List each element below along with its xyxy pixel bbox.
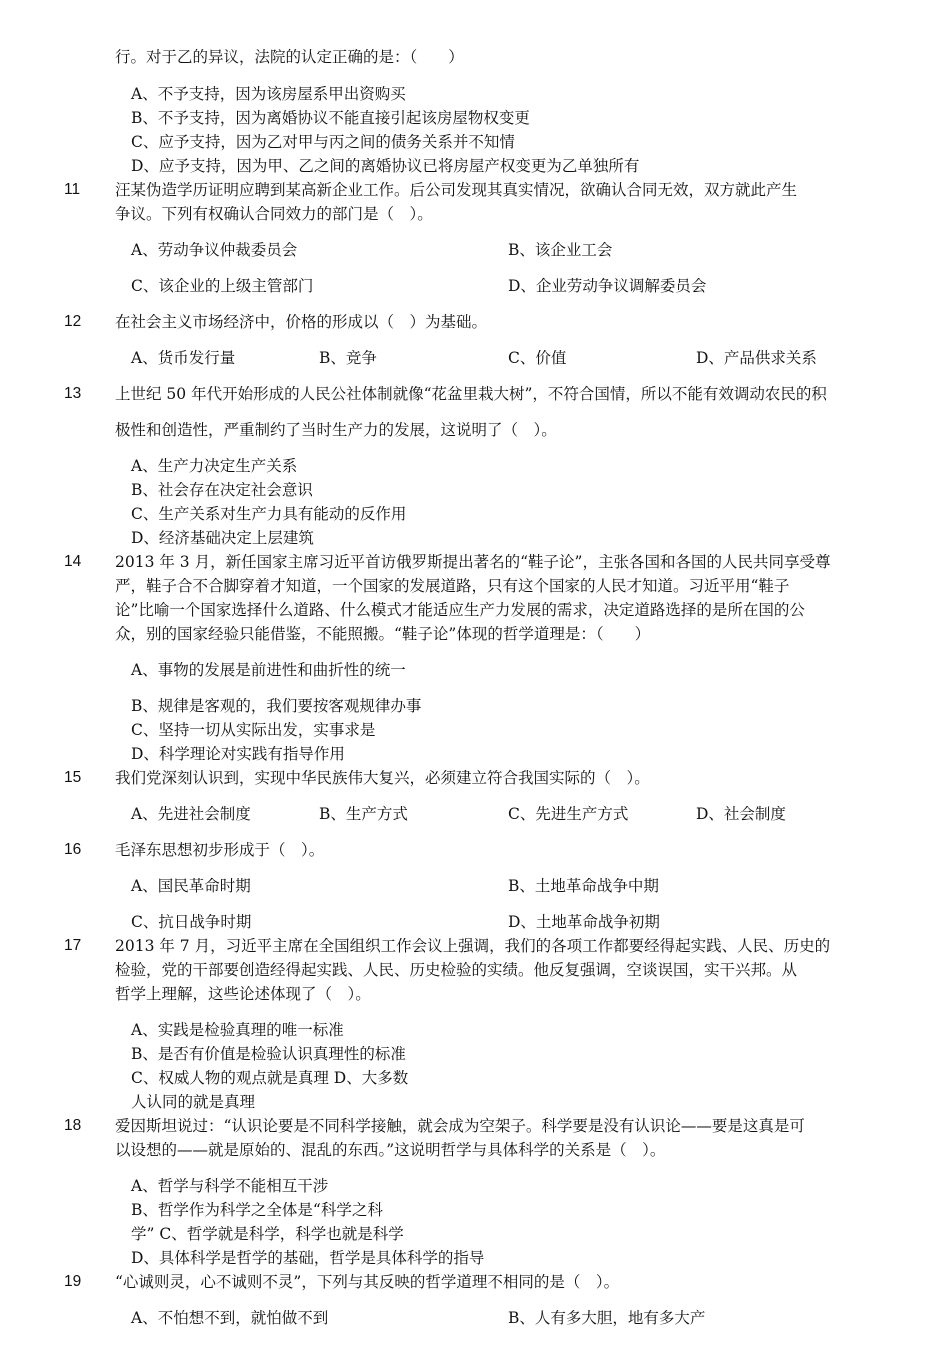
question-13-option-a[interactable]: A、生产力决定生产关系 bbox=[131, 457, 298, 475]
question-15-option-d[interactable]: D、社会制度 bbox=[696, 805, 786, 823]
question-18-option-a[interactable]: A、哲学与科学不能相互干涉 bbox=[131, 1177, 329, 1195]
question-13-stem-line-1: 上世纪 50 年代开始形成的人民公社体制就像“花盆里栽大树”，不符合国情，所以不能有效调动农民的积 bbox=[115, 385, 827, 403]
question-16-option-a[interactable]: A、国民革命时期 bbox=[131, 877, 251, 895]
question-17-stem-line-3: 哲学上理解，这些论述体现了（ ）。 bbox=[115, 985, 371, 1003]
question-17-option-d-continued[interactable]: 人认同的就是真理 bbox=[131, 1093, 256, 1111]
question-17-option-b[interactable]: B、是否有价值是检验认识真理性的标准 bbox=[131, 1045, 406, 1063]
question-12-stem: 在社会主义市场经济中，价格的形成以（ ）为基础。 bbox=[115, 313, 488, 331]
question-14-stem-line-1: 2013 年 3 月，新任国家主席习近平首访俄罗斯提出著名的“鞋子论”，主张各国和各国的人民共同享受尊 bbox=[115, 553, 831, 571]
question-11-option-b[interactable]: B、该企业工会 bbox=[508, 241, 613, 259]
question-13-stem-line-2: 极性和创造性，严重制约了当时生产力的发展，这说明了（ ）。 bbox=[115, 421, 557, 439]
question-19-number: 19 bbox=[64, 1273, 82, 1290]
question-10-option-c[interactable]: C、应予支持，因为乙对甲与丙之间的债务关系并不知情 bbox=[131, 133, 515, 151]
question-12-option-c[interactable]: C、价值 bbox=[508, 349, 567, 367]
question-18-option-d[interactable]: D、具体科学是哲学的基础，哲学是具体科学的指导 bbox=[131, 1249, 485, 1267]
question-11-number: 11 bbox=[64, 181, 81, 198]
question-15-option-a[interactable]: A、先进社会制度 bbox=[131, 805, 251, 823]
question-16-option-c[interactable]: C、抗日战争时期 bbox=[131, 913, 252, 931]
question-14-option-b[interactable]: B、规律是客观的，我们要按客观规律办事 bbox=[131, 697, 422, 715]
question-12-option-b[interactable]: B、竞争 bbox=[319, 349, 377, 367]
question-16-number: 16 bbox=[64, 841, 82, 858]
question-19-option-a[interactable]: A、不怕想不到，就怕做不到 bbox=[131, 1309, 329, 1327]
question-13-option-c[interactable]: C、生产关系对生产力具有能动的反作用 bbox=[131, 505, 407, 523]
question-15-number: 15 bbox=[64, 769, 82, 786]
question-17-number: 17 bbox=[64, 937, 82, 954]
question-11-option-d[interactable]: D、企业劳动争议调解委员会 bbox=[508, 277, 707, 295]
question-13-number: 13 bbox=[64, 385, 82, 402]
question-17-stem-line-1: 2013 年 7 月，习近平主席在全国组织工作会议上强调，我们的各项工作都要经得起实践、人民、历史的 bbox=[115, 937, 831, 955]
question-13-option-b[interactable]: B、社会存在决定社会意识 bbox=[131, 481, 313, 499]
question-14-number: 14 bbox=[64, 553, 82, 570]
question-18-number: 18 bbox=[64, 1117, 82, 1134]
question-18-stem-line-1: 爱因斯坦说过：“认识论要是不同科学接触，就会成为空架子。科学要是没有认识论——要是这真是可 bbox=[115, 1117, 805, 1135]
question-18-option-b[interactable]: B、哲学作为科学之全体是“科学之科 bbox=[131, 1201, 383, 1219]
question-17-option-a[interactable]: A、实践是检验真理的唯一标准 bbox=[131, 1021, 344, 1039]
question-14-option-a[interactable]: A、事物的发展是前进性和曲折性的统一 bbox=[131, 661, 406, 679]
question-10-stem-continued: 行。对于乙的异议，法院的认定正确的是：（ ） bbox=[115, 48, 464, 66]
question-14-option-d[interactable]: D、科学理论对实践有指导作用 bbox=[131, 745, 345, 763]
question-13-option-d[interactable]: D、经济基础决定上层建筑 bbox=[131, 529, 314, 547]
question-19-option-b[interactable]: B、人有多大胆，地有多大产 bbox=[508, 1309, 706, 1327]
question-12-option-d[interactable]: D、产品供求关系 bbox=[696, 349, 817, 367]
question-17-stem-line-2: 检验，党的干部要创造经得起实践、人民、历史检验的实绩。他反复强调，空谈误国，实干兴邦。从 bbox=[115, 961, 798, 979]
question-16-stem: 毛泽东思想初步形成于（ ）。 bbox=[115, 841, 325, 859]
question-14-stem-line-3: 论”比喻一个国家选择什么道路、什么模式才能适应生产力发展的需求，决定道路选择的是所在国的公 bbox=[115, 601, 805, 619]
question-12-option-a[interactable]: A、货币发行量 bbox=[131, 349, 236, 367]
question-10-option-d[interactable]: D、应予支持，因为甲、乙之间的离婚协议已将房屋产权变更为乙单独所有 bbox=[131, 157, 640, 175]
question-16-option-b[interactable]: B、土地革命战争中期 bbox=[508, 877, 659, 895]
question-15-option-b[interactable]: B、生产方式 bbox=[319, 805, 408, 823]
question-11-stem-line-2: 争议。下列有权确认合同效力的部门是（ ）。 bbox=[115, 205, 433, 223]
question-19-stem: “心诚则灵，心不诚则不灵”，下列与其反映的哲学道理不相同的是（ ）。 bbox=[115, 1273, 620, 1291]
question-15-stem: 我们党深刻认识到，实现中华民族伟大复兴，必须建立符合我国实际的（ ）。 bbox=[115, 769, 650, 787]
question-14-stem-line-2: 严，鞋子合不合脚穿着才知道，一个国家的发展道路，只有这个国家的人民才知道。习近平用“鞋子 bbox=[115, 577, 790, 595]
question-11-option-a[interactable]: A、劳动争议仲裁委员会 bbox=[131, 241, 298, 259]
question-18-option-c[interactable]: 学” C、哲学就是科学，科学也就是科学 bbox=[131, 1225, 404, 1243]
question-14-stem-line-4: 众，别的国家经验只能借鉴，不能照搬。“鞋子论”体现的哲学道理是：（ ） bbox=[115, 625, 651, 643]
question-10-option-b[interactable]: B、不予支持，因为离婚协议不能直接引起该房屋物权变更 bbox=[131, 109, 530, 127]
question-11-stem-line-1: 汪某伪造学历证明应聘到某高新企业工作。后公司发现其真实情况，欲确认合同无效，双方就此产生 bbox=[115, 181, 798, 199]
question-17-option-c[interactable]: C、权威人物的观点就是真理 D、大多数 bbox=[131, 1069, 409, 1087]
question-10-option-a[interactable]: A、不予支持，因为该房屋系甲出资购买 bbox=[131, 85, 406, 103]
question-16-option-d[interactable]: D、土地革命战争初期 bbox=[508, 913, 660, 931]
question-15-option-c[interactable]: C、先进生产方式 bbox=[508, 805, 629, 823]
question-14-option-c[interactable]: C、坚持一切从实际出发，实事求是 bbox=[131, 721, 376, 739]
question-11-option-c[interactable]: C、该企业的上级主管部门 bbox=[131, 277, 314, 295]
question-12-number: 12 bbox=[64, 313, 82, 330]
question-18-stem-line-2: 以设想的——就是原始的、混乱的东西。”这说明哲学与具体科学的关系是（ ）。 bbox=[115, 1141, 666, 1159]
